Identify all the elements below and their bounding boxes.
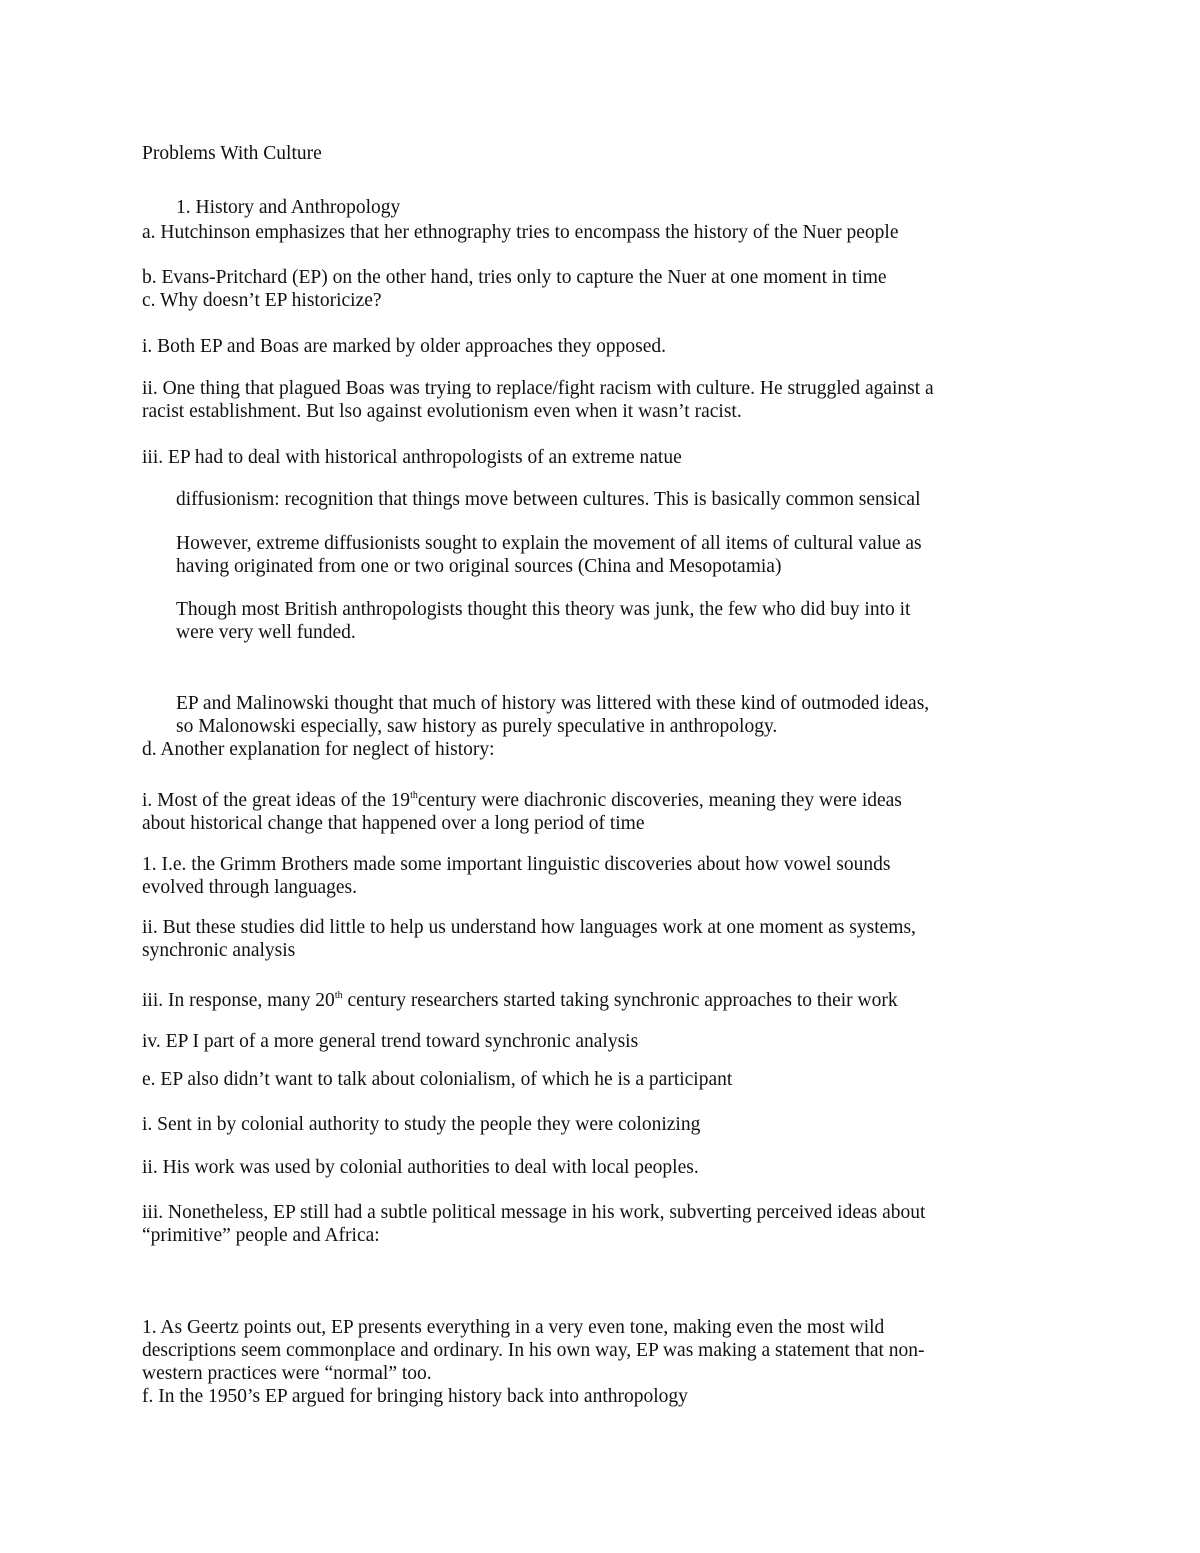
document-title: Problems With Culture bbox=[142, 143, 322, 164]
point-e-iii-line1: iii. Nonetheless, EP still had a subtle political message in his work, subverting perceived ideas about bbox=[142, 1202, 926, 1223]
point-d-i-text-after: century were diachronic discoveries, meaning they were ideas bbox=[417, 790, 902, 811]
diffusionism-definition: diffusionism: recognition that things move between cultures. This is basically common sensical bbox=[176, 489, 921, 510]
malinowski-line2: so Malonowski especially, saw history as purely speculative in anthropology. bbox=[176, 716, 778, 737]
extreme-diffusionists-line1: However, extreme diffusionists sought to explain the movement of all items of cultural value as bbox=[176, 533, 922, 554]
section-heading: 1. History and Anthropology bbox=[176, 197, 401, 218]
point-b: b. Evans-Pritchard (EP) on the other hand, tries only to capture the Nuer at one moment in time bbox=[142, 267, 887, 288]
british-anthropologists-line2: were very well funded. bbox=[176, 622, 356, 643]
point-d-iii-text-after: century researchers started taking synchronic approaches to their work bbox=[342, 990, 898, 1011]
point-d-iii bbox=[142, 989, 898, 1012]
point-c-ii-line1: ii. One thing that plagued Boas was trying to replace/fight racism with culture. He struggled against a bbox=[142, 378, 934, 399]
point-e-1-line2: descriptions seem commonplace and ordinary. In his own way, EP was making a statement that non- bbox=[142, 1340, 925, 1361]
point-c-ii-line2: racist establishment. But lso against evolutionism even when it wasn’t racist. bbox=[142, 401, 742, 422]
point-d-ii-line1: ii. But these studies did little to help us understand how languages work at one moment as systems, bbox=[142, 917, 916, 938]
malinowski-line1: EP and Malinowski thought that much of history was littered with these kind of outmoded ideas, bbox=[176, 693, 930, 714]
point-a: a. Hutchinson emphasizes that her ethnography tries to encompass the history of the Nuer people bbox=[142, 222, 899, 243]
point-e: e. EP also didn’t want to talk about colonialism, of which he is a participant bbox=[142, 1069, 733, 1090]
british-anthropologists-line1: Though most British anthropologists thought this theory was junk, the few who did buy into it bbox=[176, 599, 911, 620]
point-d-ii-line2: synchronic analysis bbox=[142, 940, 296, 961]
point-c: c. Why doesn’t EP historicize? bbox=[142, 290, 382, 311]
point-e-iii-line2: “primitive” people and Africa: bbox=[142, 1225, 380, 1246]
point-f: f. In the 1950’s EP argued for bringing history back into anthropology bbox=[142, 1386, 688, 1407]
point-e-1-line1: 1. As Geertz points out, EP presents everything in a very even tone, making even the most wild bbox=[142, 1317, 885, 1338]
point-c-i: i. Both EP and Boas are marked by older approaches they opposed. bbox=[142, 336, 667, 357]
point-d-1-line1: 1. I.e. the Grimm Brothers made some important linguistic discoveries about how vowel sounds bbox=[142, 854, 891, 875]
point-d: d. Another explanation for neglect of history: bbox=[142, 739, 495, 760]
point-d-i-line2: about historical change that happened over a long period of time bbox=[142, 813, 645, 834]
extreme-diffusionists-line2: having originated from one or two original sources (China and Mesopotamia) bbox=[176, 556, 782, 577]
superscript-th: th bbox=[334, 990, 343, 1001]
point-c-iii: iii. EP had to deal with historical anthropologists of an extreme natue bbox=[142, 447, 682, 468]
point-e-ii: ii. His work was used by colonial authorities to deal with local peoples. bbox=[142, 1157, 699, 1178]
point-d-iii-text-before: iii. In response, many 20 bbox=[142, 990, 335, 1011]
point-d-iv: iv. EP I part of a more general trend toward synchronic analysis bbox=[142, 1031, 639, 1052]
superscript-th: th bbox=[410, 790, 418, 801]
point-e-i: i. Sent in by colonial authority to study the people they were colonizing bbox=[142, 1114, 701, 1135]
point-d-1-line2: evolved through languages. bbox=[142, 877, 357, 898]
point-d-i-line1 bbox=[142, 789, 902, 812]
point-d-i-text-before: i. Most of the great ideas of the 19 bbox=[142, 790, 411, 811]
point-e-1-line3: western practices were “normal” too. bbox=[142, 1363, 432, 1384]
